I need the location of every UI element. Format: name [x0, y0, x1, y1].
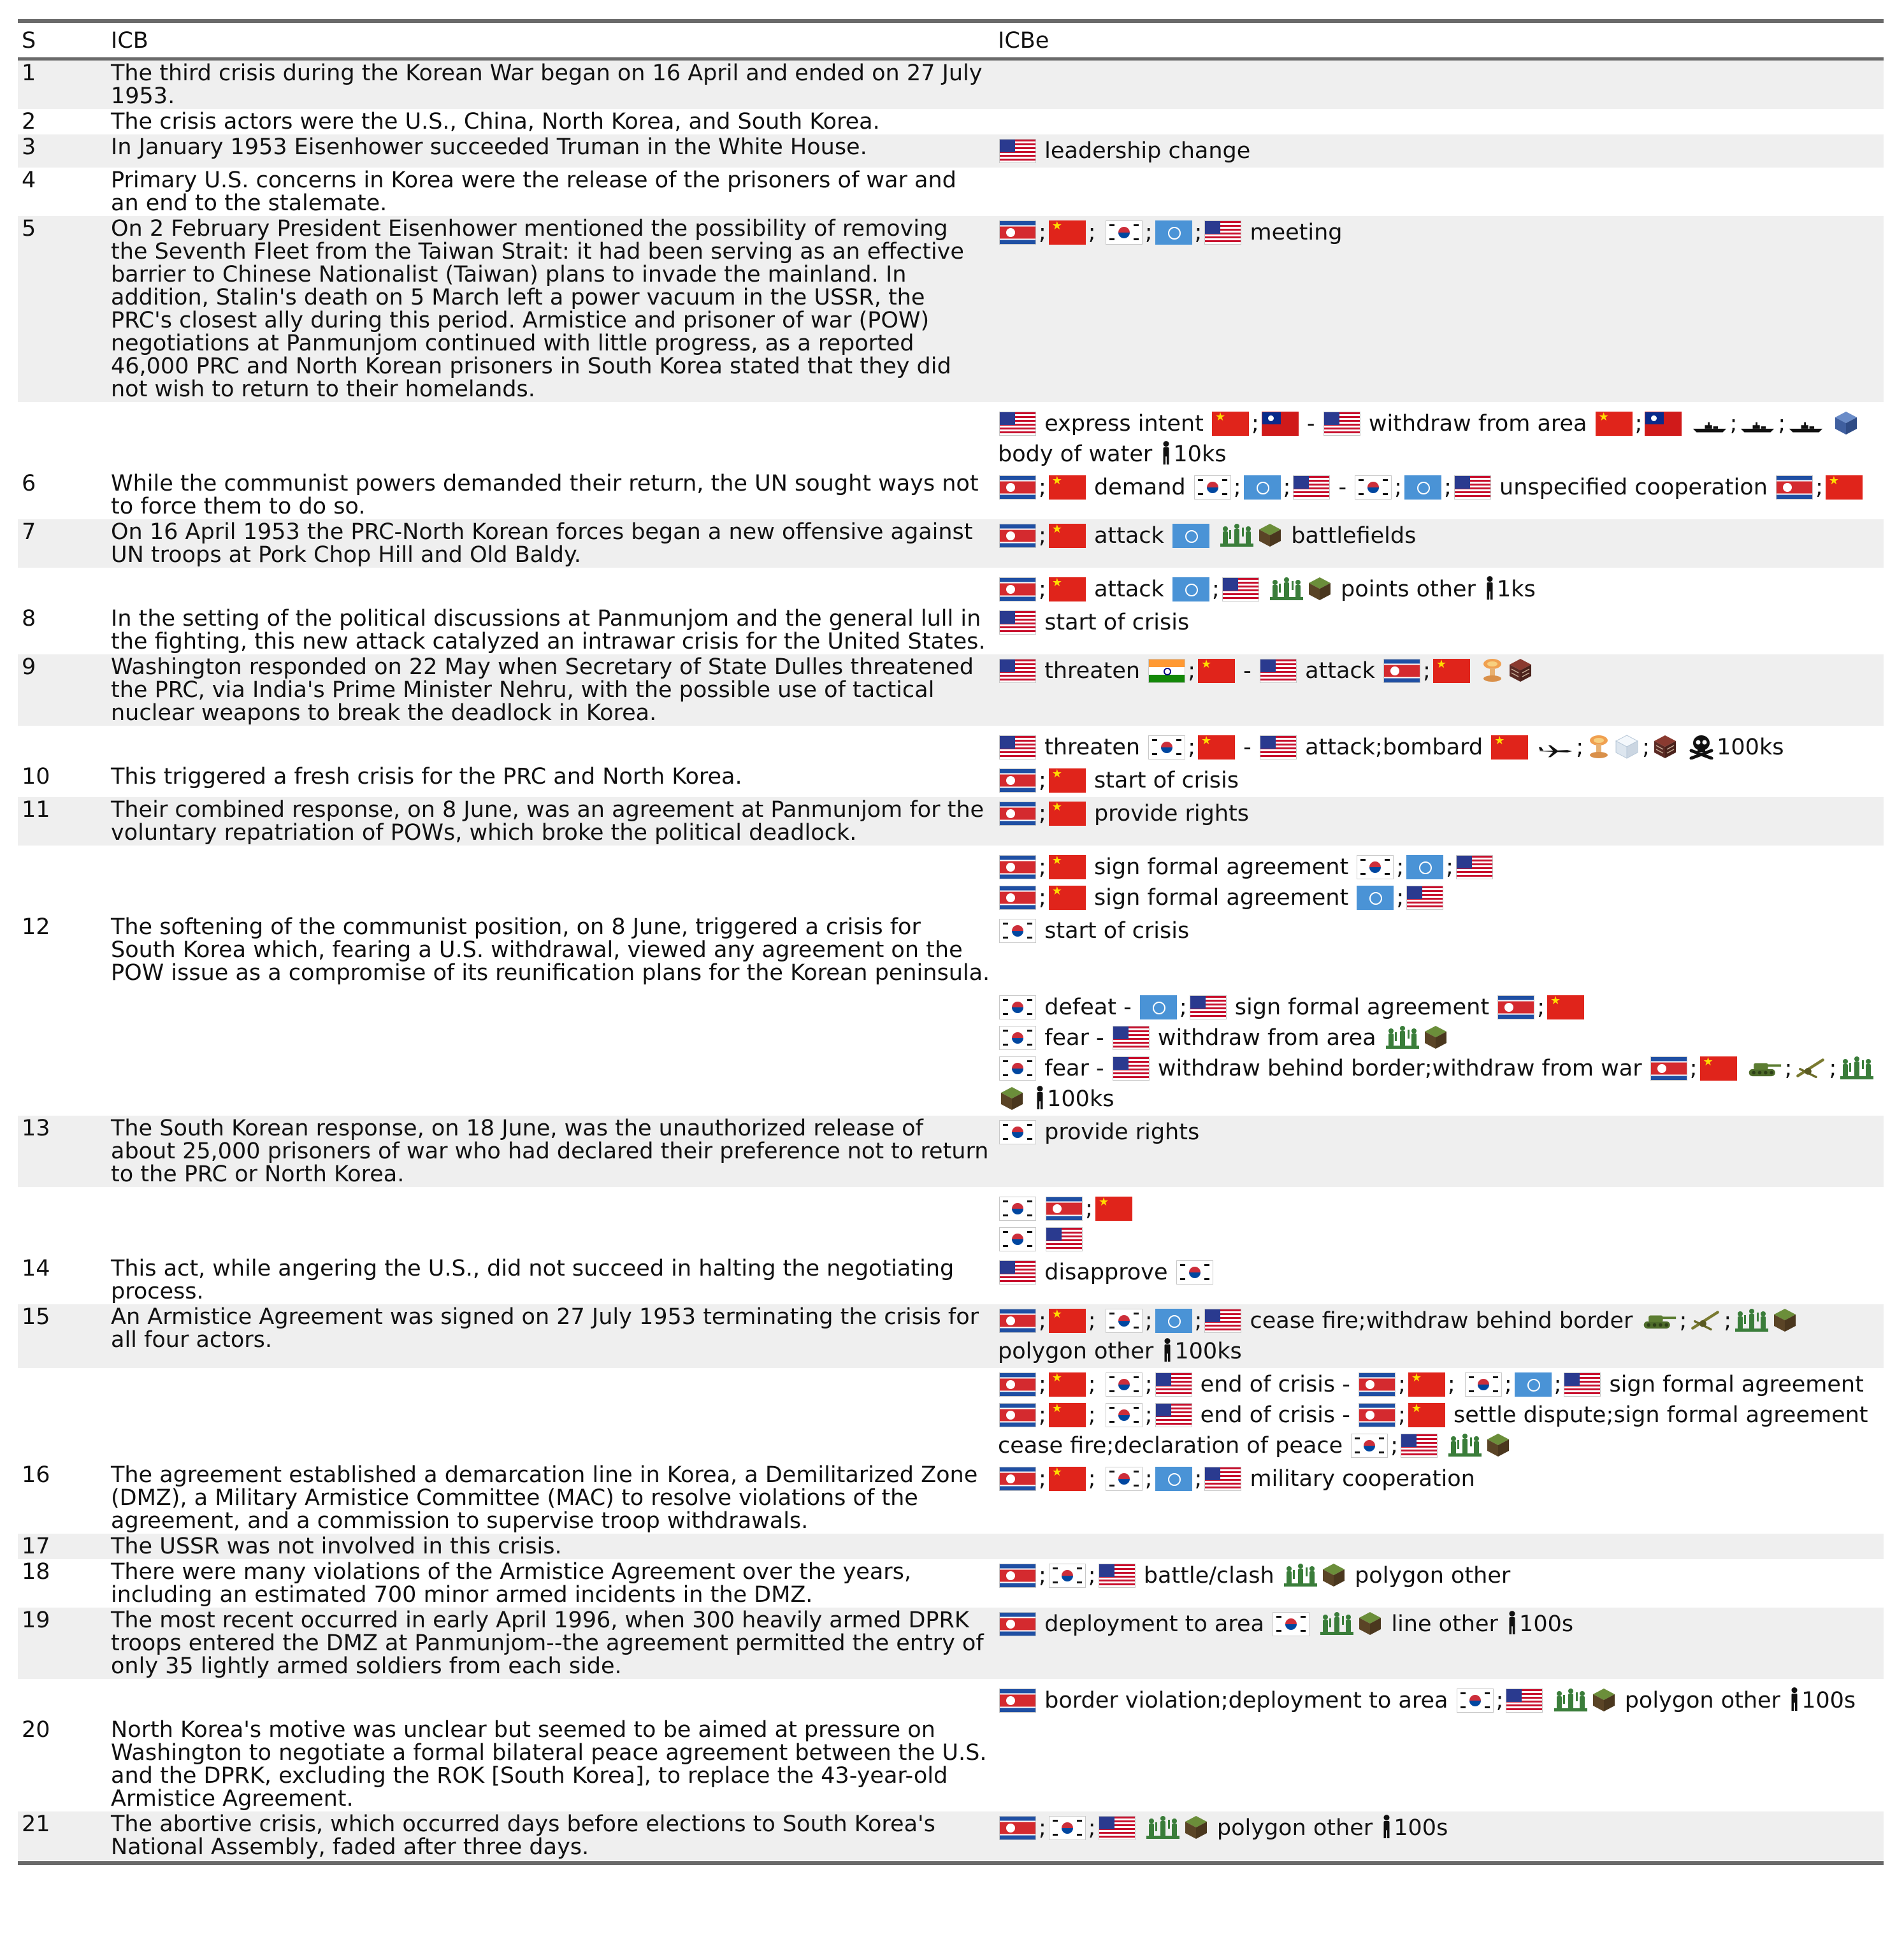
- flag-china-icon: [1700, 1056, 1737, 1081]
- flag-un-icon: [1172, 577, 1209, 601]
- flag-china-icon: [1596, 412, 1633, 436]
- event-line: ;★ sign formal agreement ;: [998, 882, 1880, 913]
- icb-text: The agreement established a demarcation line in Korea, a Demilitarized Zone (DMZ), a Military Armistice Committee (MAC) to resolve violations of the agreement, and a commission to supervise troop withdrawals.: [111, 1462, 978, 1534]
- event-line: provide rights: [998, 1117, 1880, 1148]
- flag-south-korea-icon: [999, 1227, 1036, 1251]
- table-row: [18, 1717, 1884, 1811]
- flag-us-icon: [999, 735, 1036, 760]
- flag-north-korea-icon: [999, 855, 1036, 879]
- ship-icon: [1788, 419, 1824, 436]
- event-line: ;★ provide rights: [998, 798, 1880, 829]
- soldiers-icon: [1283, 1562, 1318, 1588]
- event-line: defeat - ; sign formal agreement ;★: [998, 992, 1880, 1023]
- event-line: ; ; polygon other 100s: [998, 1813, 1880, 1843]
- terrain-cube-icon: [1321, 1562, 1346, 1588]
- flag-china-icon: [1095, 1197, 1132, 1221]
- icbe-events: [994, 1304, 1884, 1368]
- flag-north-korea-icon: [999, 524, 1036, 548]
- plane-icon: [1538, 743, 1573, 760]
- flag-north-korea-icon: [999, 802, 1036, 826]
- table-row: [18, 914, 1884, 986]
- flag-china-icon: [1408, 1403, 1445, 1427]
- table-row: [18, 168, 1884, 216]
- flag-us-icon: [1099, 1816, 1136, 1840]
- flag-south-korea-icon: [1351, 1434, 1388, 1458]
- event-line: ;★ attack battlefields: [998, 521, 1880, 551]
- icbe-events: [994, 109, 1884, 134]
- icbe-events: [994, 1559, 1884, 1608]
- flag-north-korea-icon: [999, 886, 1036, 910]
- table-header: [18, 25, 1884, 61]
- building-icon: [1652, 734, 1678, 760]
- flag-us-icon: [1155, 1403, 1192, 1427]
- flag-china-icon: [1212, 412, 1249, 436]
- terrain-cube-icon: [1423, 1025, 1448, 1050]
- table-bottom-rule: [18, 1861, 1884, 1865]
- flag-north-korea-icon: [1359, 1372, 1396, 1397]
- table-row: [18, 1368, 1884, 1462]
- icb-text: Washington responded on 22 May when Secretary of State Dulles threatened the PRC, via India's Prime Minister Nehru, with the possible use of tactical nuclear weapons to break the deadlock in Korea.: [107, 654, 994, 726]
- flag-south-korea-icon: [999, 1197, 1036, 1221]
- icbe-events: [994, 846, 1884, 914]
- event-label: leadership change: [1044, 138, 1251, 164]
- flag-china-icon: [1433, 659, 1470, 683]
- soldiers-icon: [1385, 1025, 1420, 1050]
- flag-un-icon: [1155, 1309, 1192, 1333]
- icbe-events: [994, 764, 1884, 797]
- flag-south-korea-icon: [1457, 1689, 1494, 1713]
- icbe-events: [994, 1462, 1884, 1534]
- flag-us-icon: [1454, 475, 1491, 500]
- icb-text: North Korea's motive was unclear but seemed to be aimed at pressure on Washington to negotiate a formal bilateral peace agreement between the U.S. and the DPRK, excluding the ROK [South Korea], to replace the 43-year-old Armistice Agreement.: [111, 1717, 987, 1811]
- icb-text: An Armistice Agreement was signed on 27 July 1953 terminating the crisis for all four actors.: [107, 1304, 994, 1368]
- row-number: 1: [18, 61, 107, 109]
- header-icbe: ICBe: [998, 28, 1049, 54]
- flag-us-icon: [1222, 577, 1259, 601]
- flag-north-korea-icon: [999, 1372, 1036, 1397]
- event-line: fear - withdraw behind border;withdraw from war ;★ ; ;: [998, 1053, 1880, 1084]
- flag-north-korea-icon: [999, 1816, 1036, 1840]
- flag-north-korea-icon: [999, 1403, 1036, 1427]
- table-row: [18, 1304, 1884, 1368]
- person-icon: [1484, 575, 1496, 601]
- flag-un-icon: [1406, 855, 1443, 879]
- table-row: [18, 1534, 1884, 1559]
- soldiers-icon: [1269, 576, 1304, 601]
- flag-us-icon: [1113, 1056, 1150, 1081]
- icbe-events: [994, 1811, 1884, 1860]
- flag-us-icon: [1204, 1309, 1241, 1333]
- icbe-events: [994, 519, 1884, 568]
- flag-north-korea-icon: [999, 1309, 1036, 1333]
- table-row: [18, 568, 1884, 606]
- icb-text: Primary U.S. concerns in Korea were the release of the prisoners of war and an end to the stalemate.: [111, 168, 956, 216]
- event-line: fear - withdraw from area: [998, 1023, 1880, 1053]
- flag-south-korea-icon: [999, 1026, 1036, 1050]
- flag-us-icon: [999, 139, 1036, 163]
- icbe-events: [994, 568, 1884, 606]
- event-line: ; ; battle/clash polygon other: [998, 1560, 1880, 1591]
- event-line: deployment to area line other 100s: [998, 1609, 1880, 1639]
- flag-north-korea-icon: [999, 1612, 1036, 1636]
- flag-north-korea-icon: [999, 1564, 1036, 1588]
- event-line: 100ks: [998, 1084, 1880, 1114]
- flag-us-icon: [999, 1260, 1036, 1285]
- page: [18, 19, 1884, 1865]
- flag-india-icon: [1148, 659, 1185, 683]
- table-row: [18, 134, 1884, 168]
- row-number: 19: [18, 1608, 107, 1679]
- icb-text: On 16 April 1953 the PRC-North Korean forces began a new offensive against UN troops at Pork Chop Hill and Old Baldy.: [107, 519, 994, 568]
- flag-south-korea-icon: [1176, 1260, 1213, 1285]
- flag-south-korea-icon: [1049, 1564, 1086, 1588]
- table-row: [18, 1116, 1884, 1187]
- flag-us-icon: [1293, 475, 1330, 500]
- event-line: ;★ ; ; ; military cooperation: [998, 1464, 1880, 1494]
- flag-south-korea-icon: [1194, 475, 1231, 500]
- row-number: 20: [22, 1717, 50, 1743]
- flag-china-icon: [1049, 577, 1086, 601]
- flag-us-icon: [1046, 1227, 1083, 1251]
- row-number: 11: [18, 797, 107, 846]
- icbe-events: [994, 914, 1884, 986]
- icb-text: The softening of the communist position, on 8 June, triggered a crisis for South Korea which, fearing a U.S. withdrawal, viewed any agreement on the POW issue as a compromise of its reunification plans for the Korean peninsula.: [111, 914, 990, 986]
- flag-south-korea-icon: [1355, 475, 1392, 500]
- row-number: 18: [22, 1559, 50, 1585]
- icbe-events: [994, 797, 1884, 846]
- flag-south-korea-icon: [999, 919, 1036, 943]
- flag-us-icon: [1323, 412, 1360, 436]
- flag-china-icon: [1049, 886, 1086, 910]
- person-icon: [1789, 1686, 1800, 1713]
- event-label: meeting: [1250, 220, 1343, 245]
- person-icon: [1162, 1337, 1173, 1364]
- event-line: ;★ ; ; ; cease fire;withdraw behind border ; ;: [998, 1306, 1880, 1336]
- table-row: [18, 519, 1884, 568]
- event-line: threaten ;★ - attack ;★: [998, 656, 1880, 686]
- icb-text: While the communist powers demanded their return, the UN sought ways not to force them to do so.: [111, 471, 979, 519]
- flag-un-icon: [1515, 1372, 1552, 1397]
- flag-china-icon: [1198, 735, 1235, 760]
- flag-un-icon: [1404, 475, 1441, 500]
- table-row: [18, 606, 1884, 654]
- flag-south-korea-icon: [1106, 1467, 1143, 1491]
- flag-taiwan-icon: [1262, 412, 1299, 436]
- flag-us-icon: [999, 659, 1036, 683]
- flag-north-korea-icon: [1359, 1403, 1396, 1427]
- flag-north-korea-icon: [1650, 1056, 1687, 1081]
- icbe-events: [994, 168, 1884, 216]
- icb-text: The most recent occurred in early April 1996, when 300 heavily armed DPRK troops entered the DMZ at Panmunjom--the agreement permitted the entry of only 35 lightly armed soldiers from each side.: [107, 1608, 994, 1679]
- table-row: [18, 1187, 1884, 1256]
- flag-un-icon: [1140, 995, 1177, 1019]
- header-icb: ICB: [111, 28, 148, 54]
- flag-north-korea-icon: [999, 768, 1036, 793]
- event-line: polygon other 100ks: [998, 1336, 1880, 1367]
- flag-north-korea-icon: [999, 1467, 1036, 1491]
- icb-text: There were many violations of the Armistice Agreement over the years, including an estimated 700 minor armed incidents in the DMZ.: [111, 1559, 912, 1608]
- flag-north-korea-icon: [999, 220, 1036, 245]
- flag-north-korea-icon: [999, 577, 1036, 601]
- building-icon: [1508, 658, 1533, 683]
- flag-north-korea-icon: [999, 1689, 1036, 1713]
- terrain-cube-icon: [999, 1086, 1025, 1111]
- table-row: [18, 797, 1884, 846]
- ice-cube-icon: [1614, 734, 1640, 760]
- flag-us-icon: [1113, 1026, 1150, 1050]
- icbe-events: [994, 1368, 1884, 1462]
- flag-south-korea-icon: [1106, 1403, 1143, 1427]
- icbe-events: [994, 726, 1884, 764]
- flag-china-icon: [1049, 855, 1086, 879]
- nuclear-icon: [1586, 734, 1612, 760]
- icb-text: This act, while angering the U.S., did not succeed in halting the negotiating process.: [111, 1256, 955, 1304]
- event-line: border violation;deployment to area ; polygon other 100s: [998, 1685, 1880, 1716]
- tank-icon: [1641, 1307, 1677, 1333]
- icbe-events: [994, 1679, 1884, 1717]
- flag-china-icon: [1049, 768, 1086, 793]
- row-number: 14: [22, 1256, 50, 1281]
- artillery-icon: [1689, 1307, 1721, 1333]
- icb-text: The crisis actors were the U.S., China, North Korea, and South Korea.: [111, 109, 880, 134]
- table-row: [18, 654, 1884, 726]
- flag-south-korea-icon: [1273, 1612, 1309, 1636]
- flag-china-icon: [1049, 1467, 1086, 1491]
- person-icon: [1506, 1609, 1518, 1636]
- tank-icon: [1747, 1055, 1782, 1081]
- event-line: ;★ sign formal agreement ; ;: [998, 852, 1880, 882]
- flag-north-korea-icon: [1046, 1197, 1083, 1221]
- event-line: ;★ start of crisis: [998, 765, 1880, 796]
- icb-text: The abortive crisis, which occurred days before elections to South Korea's National Assembly, faded after three days.: [107, 1811, 994, 1860]
- row-number: 21: [18, 1811, 107, 1860]
- event-line: threaten ;★ - attack;bombard ★ ; ; 100ks: [998, 732, 1880, 763]
- flag-china-icon: [1547, 995, 1584, 1019]
- row-number: 3: [18, 134, 107, 168]
- flag-china-icon: [1049, 1403, 1086, 1427]
- flag-us-icon: [1456, 855, 1493, 879]
- icb-text: The USSR was not involved in this crisis.: [107, 1534, 994, 1559]
- flag-un-icon: [1244, 475, 1281, 500]
- event-line: ;★ attack ; points other 1ks: [998, 574, 1880, 605]
- ship-icon: [1692, 419, 1727, 436]
- header-s: S: [22, 28, 36, 54]
- row-number: 10: [22, 764, 50, 789]
- icb-text: The third crisis during the Korean War began on 16 April and ended on 27 July 1953.: [107, 61, 994, 109]
- table-row: [18, 1608, 1884, 1679]
- icb-text: Their combined response, on 8 June, was an agreement at Panmunjom for the voluntary repatriation of POWs, which broke the political deadlock.: [107, 797, 994, 846]
- icbe-events: [994, 1608, 1884, 1679]
- row-number: 16: [22, 1462, 50, 1488]
- icbe-events: [994, 61, 1884, 109]
- icbe-events: [994, 654, 1884, 726]
- flag-china-icon: [1049, 475, 1086, 500]
- soldiers-icon: [1219, 522, 1255, 548]
- flag-south-korea-icon: [1106, 220, 1143, 245]
- terrain-cube-icon: [1257, 522, 1283, 548]
- flag-us-icon: [1260, 659, 1297, 683]
- flag-us-icon: [999, 610, 1036, 635]
- terrain-cube-icon: [1307, 576, 1332, 601]
- flag-us-icon: [1099, 1564, 1136, 1588]
- table-row: [18, 726, 1884, 764]
- soldiers-icon: [1447, 1432, 1483, 1458]
- icbe-events: [994, 471, 1884, 519]
- icbe-events: [994, 1187, 1884, 1256]
- soldiers-icon: [1839, 1055, 1875, 1081]
- event-line: cease fire;declaration of peace ;: [998, 1430, 1880, 1461]
- event-line: start of crisis: [998, 607, 1880, 638]
- row-number: 7: [18, 519, 107, 568]
- flag-us-icon: [1401, 1434, 1438, 1458]
- icbe-events: [994, 402, 1884, 471]
- icb-text: In January 1953 Eisenhower succeeded Truman in the White House.: [107, 134, 994, 168]
- flag-us-icon: [1260, 735, 1297, 760]
- flag-us-icon: [1190, 995, 1227, 1019]
- flag-un-icon: [1357, 886, 1394, 910]
- flag-north-korea-icon: [1776, 475, 1813, 500]
- row-number: 15: [18, 1304, 107, 1368]
- table-row: [18, 1462, 1884, 1534]
- icb-text: The South Korean response, on 18 June, was the unauthorized release of about 25,000 prisoners of war who had declared their preference not to return to the PRC or North Korea.: [107, 1116, 994, 1187]
- table-row: [18, 216, 1884, 402]
- event-line: start of crisis: [998, 916, 1880, 946]
- event-line: body of water 10ks: [998, 439, 1880, 470]
- table-row: [18, 61, 1884, 109]
- row-number: 4: [22, 168, 36, 193]
- flag-china-icon: [1491, 735, 1528, 760]
- event-line: express intent ★ ; - withdraw from area ★ ; ; ;: [998, 408, 1880, 439]
- terrain-cube-icon: [1772, 1307, 1798, 1333]
- terrain-cube-icon: [1591, 1687, 1617, 1713]
- table-row: [18, 1811, 1884, 1860]
- table-row: [18, 402, 1884, 471]
- icbe-events: [994, 986, 1884, 1116]
- flag-south-korea-icon: [1106, 1309, 1143, 1333]
- icb-comparison-table: [18, 25, 1884, 1860]
- flag-taiwan-icon: [1645, 412, 1682, 436]
- soldiers-icon: [1734, 1307, 1770, 1333]
- row-number: 5: [18, 216, 107, 402]
- soldiers-icon: [1553, 1687, 1589, 1713]
- row-number: 6: [22, 471, 36, 496]
- table-row: [18, 764, 1884, 797]
- flag-china-icon: [1049, 1372, 1086, 1397]
- row-number: 13: [18, 1116, 107, 1187]
- flag-china-icon: [1049, 802, 1086, 826]
- table-row: [18, 471, 1884, 519]
- row-number: 8: [22, 606, 36, 631]
- soldiers-icon: [1319, 1611, 1355, 1636]
- icbe-events: [994, 1116, 1884, 1187]
- table-row: [18, 1256, 1884, 1304]
- flag-north-korea-icon: [999, 475, 1036, 500]
- row-number: 12: [22, 914, 50, 940]
- flag-china-icon: [1198, 659, 1235, 683]
- table-row: [18, 109, 1884, 134]
- icb-text: In the setting of the political discussions at Panmunjom and the general lull in the fighting, this new attack catalyzed an intrawar crisis for the United States.: [111, 606, 986, 654]
- icbe-events: [994, 1534, 1884, 1559]
- event-line: ;★ ; ; end of crisis - ;★ ; ; ; sign formal agreement: [998, 1369, 1880, 1400]
- icbe-events: [994, 606, 1884, 654]
- skull-icon: [1687, 734, 1715, 760]
- water-cube-icon: [1833, 410, 1859, 436]
- flag-us-icon: [1564, 1372, 1601, 1397]
- flag-south-korea-icon: [1357, 855, 1394, 879]
- flag-south-korea-icon: [999, 1120, 1036, 1144]
- event-line: [998, 1224, 1880, 1255]
- icb-text: On 2 February President Eisenhower mentioned the possibility of removing the Seventh Fleet from the Taiwan Strait: it had been serving as an effective barrier to Chinese Nationalist (Taiwan) plans to invade the mainland. In addition, Stalin's death on 5 March left a power vacuum in the USSR, the PRC's closest ally during this period. Armistice and prisoner of war (POW) negotiations at Panmunjom continued with little progress, as a reported 46,000 PRC and North Korean prisoners in South Korea stated that they did not wish to return to their homelands.: [107, 216, 994, 402]
- flag-south-korea-icon: [999, 995, 1036, 1019]
- flag-north-korea-icon: [1383, 659, 1420, 683]
- person-icon: [1034, 1084, 1046, 1111]
- flag-china-icon: [1049, 524, 1086, 548]
- icbe-events: [994, 1717, 1884, 1811]
- flag-china-icon: [1826, 475, 1863, 500]
- table-row: [18, 1559, 1884, 1608]
- icbe-events: [994, 134, 1884, 168]
- flag-china-icon: [1408, 1372, 1445, 1397]
- row-number: 9: [18, 654, 107, 726]
- flag-south-korea-icon: [1148, 735, 1185, 760]
- ship-icon: [1740, 419, 1775, 436]
- terrain-cube-icon: [1485, 1432, 1511, 1458]
- flag-china-icon: [1049, 220, 1086, 245]
- flag-south-korea-icon: [1465, 1372, 1502, 1397]
- flag-us-icon: [999, 412, 1036, 436]
- soldiers-icon: [1145, 1815, 1181, 1840]
- table-row: [18, 846, 1884, 914]
- terrain-cube-icon: [1183, 1815, 1209, 1840]
- flag-un-icon: [1172, 524, 1209, 548]
- flag-us-icon: [1155, 1372, 1192, 1397]
- flag-us-icon: [1204, 1467, 1241, 1491]
- flag-north-korea-icon: [1497, 995, 1534, 1019]
- event-line: ;★: [998, 1193, 1880, 1224]
- table-row: [18, 1679, 1884, 1717]
- flag-south-korea-icon: [1049, 1816, 1086, 1840]
- terrain-cube-icon: [1357, 1611, 1383, 1636]
- flag-un-icon: [1155, 220, 1192, 245]
- nuclear-icon: [1480, 658, 1505, 683]
- icbe-events: [994, 216, 1884, 402]
- icb-text: This triggered a fresh crisis for the PRC and North Korea.: [111, 764, 742, 789]
- artillery-icon: [1794, 1055, 1826, 1081]
- flag-us-icon: [1506, 1689, 1543, 1713]
- table-row: [18, 986, 1884, 1116]
- flag-south-korea-icon: [1106, 1372, 1143, 1397]
- table-top-rule: [18, 19, 1884, 23]
- flag-us-icon: [1406, 886, 1443, 910]
- flag-us-icon: [1204, 220, 1241, 245]
- row-number: 2: [22, 109, 36, 134]
- flag-un-icon: [1155, 1467, 1192, 1491]
- event-line: ;★ ; ; end of crisis - ;★ settle dispute;sign formal agreement: [998, 1400, 1880, 1430]
- event-line: ;★ ; ; ; meeting: [998, 217, 1880, 248]
- event-line: disapprove: [998, 1257, 1880, 1288]
- event-line: [998, 136, 1880, 166]
- row-number: 17: [18, 1534, 107, 1559]
- person-icon: [1381, 1813, 1392, 1840]
- flag-south-korea-icon: [999, 1056, 1036, 1081]
- icbe-events: [994, 1256, 1884, 1304]
- event-line: ;★ demand ; ; - ; ; unspecified cooperation ;★: [998, 472, 1880, 503]
- flag-china-icon: [1049, 1309, 1086, 1333]
- person-icon: [1160, 440, 1172, 466]
